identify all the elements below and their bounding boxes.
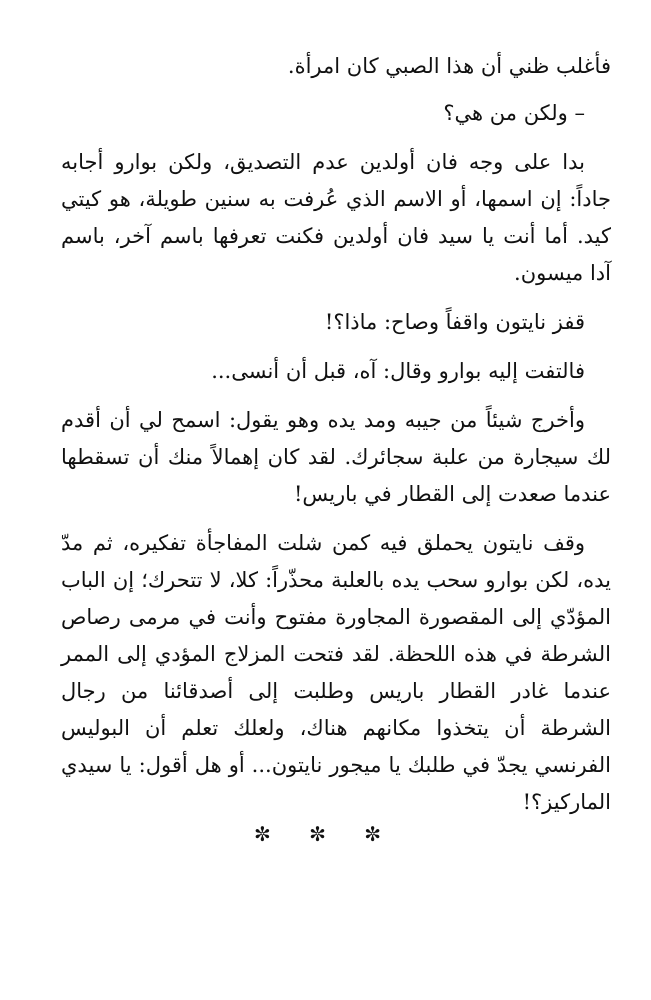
paragraph-3: بدا على وجه فان أولدين عدم التصديق، ولكن بوارو أجابه جاداً: إن اسمها، أو الاسم الذي عُرفت به سنين طويلة، هو كيتي كيد. أما أنت يا سيد فان أولدين فكنت تعرفها باسم آخر، باسم آدا ميسون.: [61, 150, 611, 285]
section-separator: ✼ ✼ ✼: [254, 822, 397, 846]
paragraph-7: وقف نايتون يحملق فيه كمن شلت المفاجأة تفكيره، ثم مدّ يده، لكن بوارو سحب يده بالعلبة محذّراً: كلا، لا تتحرك؛ إن الباب المؤدّي إلى المقصورة المجاورة مفتوح وأنت في مرمى رصاص الشرطة في هذه اللحظة. لقد فتحت المزلاج المؤدي إلى الممر عندما غادر القطار باريس وطلبت إلى أصدقائنا من رجال الشرطة أن يتخذوا مكانهم هناك، ولعلك تعلم أن البوليس الفرنسي يجدّ في طلبك يا ميجور نايتون... أو هل أقول: يا سيدي الماركيز؟!: [61, 531, 611, 814]
paragraph-2: – ولكن من هي؟: [443, 101, 585, 125]
paragraph-6: وأخرج شيئاً من جيبه ومد يده وهو يقول: اسمح لي أن أقدم لك سيجارة من علبة سجائرك. لقد كان إهمالاً منك أن تسقطها عندما صعدت إلى القطار في باريس!: [61, 408, 611, 506]
page-text: [61, 48, 611, 833]
paragraph-1: فأغلب ظني أن هذا الصبي كان امرأة.: [287, 54, 611, 78]
paragraph-5: فالتفت إليه بوارو وقال: آه، قبل أن أنسى...: [211, 359, 585, 383]
paragraph-4: قفز نايتون واقفاً وصاح: ماذا؟!: [324, 310, 585, 334]
